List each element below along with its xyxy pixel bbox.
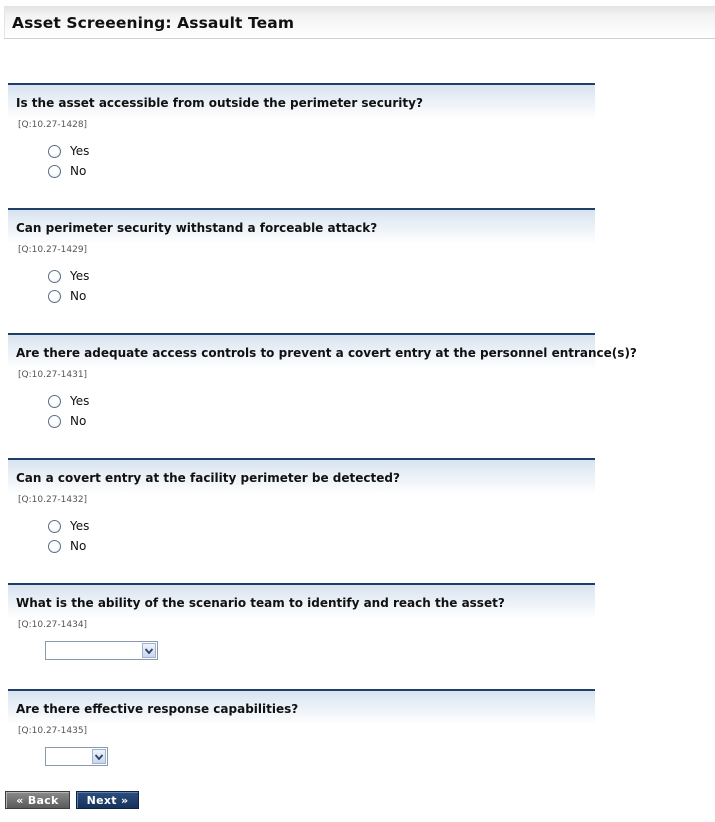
page-title: Asset Screeening: Assault Team — [12, 14, 295, 32]
ability-select[interactable] — [45, 641, 158, 660]
radio-button[interactable] — [48, 540, 61, 553]
radio-button[interactable] — [48, 415, 61, 428]
question-block-1428 — [8, 83, 595, 183]
radio-yes-1431[interactable] — [48, 393, 89, 409]
radio-label-no: No — [70, 414, 87, 428]
question-header — [8, 208, 595, 244]
radio-label-no: No — [70, 539, 87, 553]
radio-button[interactable] — [48, 520, 61, 533]
question-block-1434 — [8, 583, 595, 668]
question-block-1431 — [8, 333, 637, 433]
question-text: Can perimeter security withstand a forceable attack? — [16, 221, 378, 235]
radio-yes-1429[interactable] — [48, 268, 89, 284]
next-button[interactable]: Next » — [76, 791, 139, 809]
radio-no-1429[interactable] — [48, 288, 86, 304]
radio-label-yes: Yes — [70, 519, 90, 533]
radio-yes-1428[interactable] — [48, 143, 89, 159]
question-block-1435 — [8, 689, 595, 774]
radio-label-no: No — [70, 164, 87, 178]
radio-label-yes: Yes — [70, 144, 90, 158]
radio-label-yes: Yes — [70, 269, 90, 283]
question-id: [Q:10.27-1432] — [18, 495, 88, 505]
question-header — [8, 458, 595, 494]
radio-label-no: No — [70, 289, 87, 303]
question-header — [8, 583, 595, 619]
response-select[interactable] — [45, 747, 108, 766]
question-text: Are there adequate access controls to prevent a covert entry at the personnel entrance(s)? — [16, 346, 637, 360]
radio-label-yes: Yes — [70, 394, 90, 408]
question-id: [Q:10.27-1429] — [18, 245, 88, 255]
chevron-down-icon[interactable] — [92, 749, 106, 764]
radio-button[interactable] — [48, 270, 61, 283]
question-text: Are there effective response capabilities? — [16, 702, 299, 716]
radio-button[interactable] — [48, 395, 61, 408]
question-text: Is the asset accessible from outside the perimeter security? — [16, 96, 423, 110]
question-header — [8, 83, 595, 119]
question-id: [Q:10.27-1435] — [18, 726, 88, 736]
question-text: What is the ability of the scenario team to identify and reach the asset? — [16, 596, 505, 610]
radio-button[interactable] — [48, 290, 61, 303]
back-button[interactable]: « Back — [5, 791, 70, 809]
question-header — [8, 333, 637, 369]
question-id: [Q:10.27-1434] — [18, 620, 88, 630]
question-text: Can a covert entry at the facility perimeter be detected? — [16, 471, 400, 485]
question-block-1432 — [8, 458, 595, 558]
page-header — [4, 6, 715, 39]
radio-yes-1432[interactable] — [48, 518, 89, 534]
radio-no-1431[interactable] — [48, 413, 86, 429]
chevron-down-icon[interactable] — [142, 643, 156, 658]
question-block-1429 — [8, 208, 595, 308]
question-header — [8, 689, 595, 725]
question-id: [Q:10.27-1428] — [18, 120, 88, 130]
radio-button[interactable] — [48, 145, 61, 158]
radio-no-1432[interactable] — [48, 538, 86, 554]
radio-no-1428[interactable] — [48, 163, 86, 179]
question-id: [Q:10.27-1431] — [18, 370, 88, 380]
radio-button[interactable] — [48, 165, 61, 178]
